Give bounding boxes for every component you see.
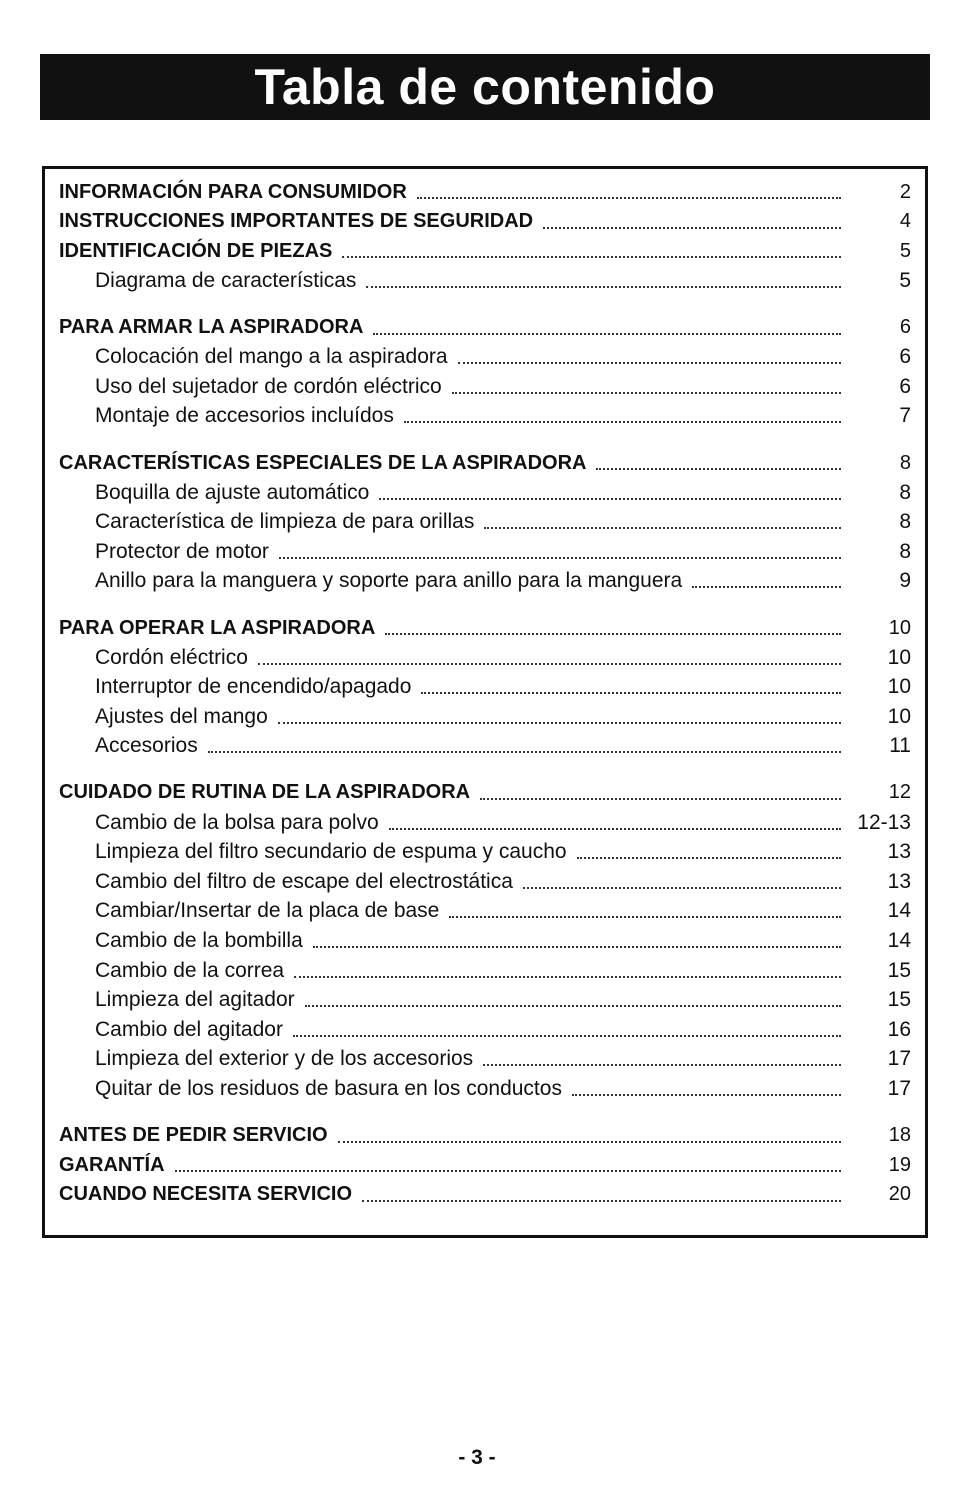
toc-entry-page: 6 xyxy=(899,345,911,369)
toc-entry-page: 9 xyxy=(899,569,911,593)
toc-entry-label: Protector de motor xyxy=(95,539,269,563)
toc-entry-label: CARACTERÍSTICAS ESPECIALES DE LA ASPIRADORA xyxy=(59,451,587,474)
toc-entry-page: 2 xyxy=(899,180,911,203)
dot-leader xyxy=(458,361,841,364)
toc-entry-page: 10 xyxy=(887,645,911,669)
dot-leader xyxy=(342,255,841,258)
toc-entry-page: 14 xyxy=(887,928,911,952)
dot-leader xyxy=(208,750,841,753)
toc-entry-label: Interruptor de encendido/apagado xyxy=(95,675,412,699)
toc-entry-label: GARANTÍA xyxy=(59,1153,165,1176)
dot-leader xyxy=(484,526,841,529)
dot-leader xyxy=(379,497,841,500)
toc-subsection-entry xyxy=(45,266,925,296)
toc-entry-label: CUIDADO DE RUTINA DE LA ASPIRADORA xyxy=(59,781,471,804)
toc-entry-page: 6 xyxy=(899,316,911,339)
toc-entry-label: Anillo para la manguera y soporte para anillo para la manguera xyxy=(95,569,683,593)
table-of-contents xyxy=(42,166,928,1238)
toc-section-entry xyxy=(45,1120,925,1150)
toc-subsection-entry xyxy=(45,896,925,926)
toc-entry-label: Uso del sujetador de cordón eléctrico xyxy=(95,374,442,398)
toc-subsection-entry xyxy=(45,342,925,372)
dot-leader xyxy=(389,827,841,830)
toc-entry-page: 17 xyxy=(887,1076,911,1100)
dot-leader xyxy=(175,1169,841,1172)
toc-subsection-entry xyxy=(45,1014,925,1044)
toc-entry-label: Característica de limpieza de para orillas xyxy=(95,510,475,534)
toc-section-entry xyxy=(45,1179,925,1209)
toc-entry-label: Montaje de accesorios incluídos xyxy=(95,404,394,428)
toc-entry-label: Cambio del filtro de escape del electrostática xyxy=(95,869,513,893)
toc-entry-page: 8 xyxy=(899,451,911,474)
toc-entry-label: Cambio del agitador xyxy=(95,1017,283,1041)
toc-entry-label: Cambiar/Insertar de la placa de base xyxy=(95,899,440,923)
dot-leader xyxy=(417,196,841,199)
dot-leader xyxy=(543,226,841,229)
dot-leader xyxy=(572,1093,841,1096)
toc-entry-page: 13 xyxy=(887,840,911,864)
toc-section-entry xyxy=(45,448,925,478)
toc-subsection-entry xyxy=(45,926,925,956)
toc-entry-page: 19 xyxy=(888,1153,911,1176)
toc-entry-label: Limpieza del exterior y de los accesorios xyxy=(95,1047,474,1071)
toc-entry-label: INSTRUCCIONES IMPORTANTES DE SEGURIDAD xyxy=(59,210,534,233)
dot-leader xyxy=(692,585,841,588)
dot-leader xyxy=(480,797,841,800)
toc-subsection-entry xyxy=(45,507,925,537)
toc-entry-label: Cambio de la bombilla xyxy=(95,928,303,952)
toc-entry-page: 13 xyxy=(887,869,911,893)
toc-entry-label: PARA ARMAR LA ASPIRADORA xyxy=(59,316,364,339)
toc-entry-page: 5 xyxy=(899,269,911,293)
toc-entry-label: Quitar de los residuos de basura en los conductos xyxy=(95,1076,562,1100)
dot-leader xyxy=(483,1063,841,1066)
toc-entry-page: 15 xyxy=(887,988,911,1012)
toc-subsection-entry xyxy=(45,702,925,732)
toc-entry-page: 12 xyxy=(888,781,911,804)
dot-leader xyxy=(362,1199,841,1202)
toc-entry-page: 16 xyxy=(887,1017,911,1041)
dot-leader xyxy=(313,945,841,948)
dot-leader xyxy=(305,1004,841,1007)
dot-leader xyxy=(449,915,841,918)
toc-entry-page: 18 xyxy=(888,1124,911,1147)
toc-subsection-entry xyxy=(45,985,925,1015)
toc-entry-page: 15 xyxy=(887,958,911,982)
toc-subsection-entry xyxy=(45,807,925,837)
toc-entry-label: Cambio de la bolsa para polvo xyxy=(95,810,379,834)
toc-entry-page: 10 xyxy=(887,675,911,699)
toc-subsection-entry xyxy=(45,866,925,896)
toc-entry-page: 6 xyxy=(899,374,911,398)
dot-leader xyxy=(404,420,841,423)
toc-entry-page: 7 xyxy=(899,404,911,428)
toc-subsection-entry xyxy=(45,837,925,867)
dot-leader xyxy=(523,886,841,889)
toc-subsection-entry xyxy=(45,1074,925,1104)
toc-subsection-entry xyxy=(45,1044,925,1074)
dot-leader xyxy=(279,556,841,559)
toc-section-entry xyxy=(45,177,925,207)
toc-entry-page: 12-13 xyxy=(857,810,911,834)
toc-subsection-entry xyxy=(45,537,925,567)
dot-leader xyxy=(452,391,841,394)
toc-entry-page: 14 xyxy=(887,899,911,923)
page-title: Tabla de contenido xyxy=(40,54,930,120)
toc-entry-page: 8 xyxy=(899,480,911,504)
toc-subsection-entry xyxy=(45,401,925,431)
toc-entry-label: CUANDO NECESITA SERVICIO xyxy=(59,1183,352,1206)
toc-subsection-entry xyxy=(45,642,925,672)
toc-entry-page: 11 xyxy=(889,734,911,758)
toc-subsection-entry xyxy=(45,566,925,596)
dot-leader xyxy=(385,632,841,635)
toc-entry-label: IDENTIFICACIÓN DE PIEZAS xyxy=(59,239,333,262)
toc-entry-label: PARA OPERAR LA ASPIRADORA xyxy=(59,616,376,639)
toc-entry-label: Cambio de la correa xyxy=(95,958,285,982)
toc-subsection-entry xyxy=(45,955,925,985)
toc-section-entry xyxy=(45,236,925,266)
toc-entry-label: Diagrama de características xyxy=(95,269,357,293)
toc-entry-label: INFORMACIÓN PARA CONSUMIDOR xyxy=(59,180,407,203)
dot-leader xyxy=(294,975,841,978)
dot-leader xyxy=(366,285,841,288)
toc-subsection-entry xyxy=(45,372,925,402)
dot-leader xyxy=(421,691,841,694)
dot-leader xyxy=(338,1140,841,1143)
dot-leader xyxy=(258,662,841,665)
toc-entry-label: Cordón eléctrico xyxy=(95,645,248,669)
toc-entry-page: 4 xyxy=(899,210,911,233)
toc-section-entry xyxy=(45,312,925,342)
toc-entry-label: Colocación del mango a la aspiradora xyxy=(95,345,448,369)
dot-leader xyxy=(577,856,841,859)
toc-entry-label: ANTES DE PEDIR SERVICIO xyxy=(59,1124,328,1147)
toc-entry-label: Boquilla de ajuste automático xyxy=(95,480,370,504)
toc-section-entry xyxy=(45,1150,925,1180)
toc-entry-page: 20 xyxy=(888,1183,911,1206)
dot-leader xyxy=(278,721,841,724)
toc-entry-page: 5 xyxy=(899,239,911,262)
toc-entry-label: Limpieza del filtro secundario de espuma y caucho xyxy=(95,840,567,864)
page-number: - 3 - xyxy=(458,1446,496,1469)
toc-subsection-entry xyxy=(45,477,925,507)
dot-leader xyxy=(293,1034,841,1037)
toc-entry-page: 10 xyxy=(888,616,911,639)
dot-leader xyxy=(373,332,841,335)
toc-section-entry xyxy=(45,613,925,643)
toc-section-entry xyxy=(45,207,925,237)
toc-entry-label: Ajustes del mango xyxy=(95,704,268,728)
toc-entry-page: 8 xyxy=(899,539,911,563)
toc-entry-page: 8 xyxy=(899,510,911,534)
toc-entry-label: Limpieza del agitador xyxy=(95,988,295,1012)
toc-entry-page: 17 xyxy=(887,1047,911,1071)
toc-section-entry xyxy=(45,778,925,808)
dot-leader xyxy=(596,467,841,470)
toc-subsection-entry xyxy=(45,672,925,702)
toc-entry-label: Accesorios xyxy=(95,734,198,758)
toc-entry-page: 10 xyxy=(887,704,911,728)
toc-subsection-entry xyxy=(45,731,925,761)
